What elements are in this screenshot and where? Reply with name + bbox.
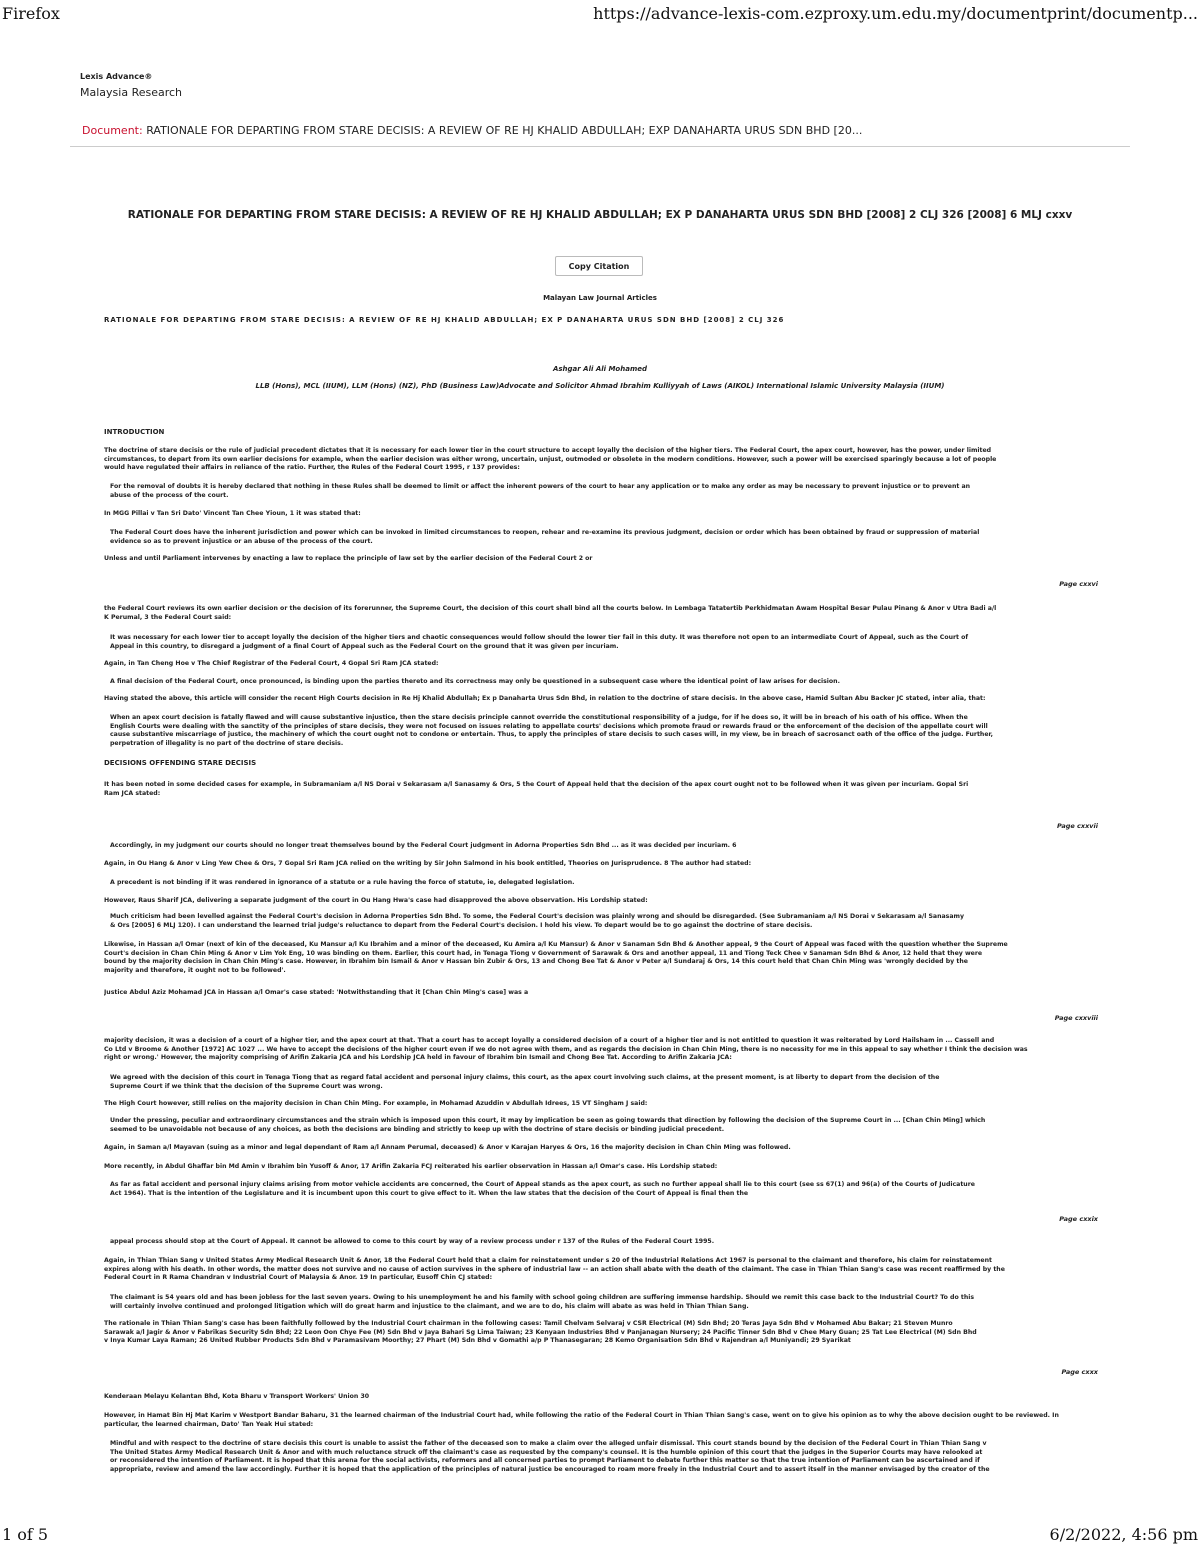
print-footer bbox=[0, 1525, 1200, 1547]
page-count: 1 of 5 bbox=[2, 1525, 49, 1544]
quote: Under the pressing, peculiar and extraordinary circumstances and the strain which is imposed upon this court, it may by implication be seen as going towards that direction by following the decision of the Supreme Court in ... [Chan Chin Ming] which seemed to be unavoidable not because of any choices, as both the decisions are binding and strictly to keep up with the doctrine of stare decisis or binding judicial precedent. bbox=[110, 1117, 986, 1133]
author-credentials: LLB (Hons), MCL (IIUM), LLM (Hons) (NZ), PhD (Business Law)Advocate and Solicitor Ahmad Ibrahim Kulliyyah of Laws (AIKOL) International Islamic University Malaysia (IIUM) bbox=[255, 382, 945, 390]
document-line bbox=[82, 124, 862, 137]
paragraph: The rationale in Thian Thian Sang's case has been faithfully followed by the Industrial Court chairman in the following cases: Tamil Chelvam Selvaraj v CSR Electrical (M) Sdn Bhd; 20 Teras Jaya Sdn Bhd v Mohamed Abu Bakar; 21 Steven Munro Sarawak a/l Jagir & Anor v Fabrikas Security Sdn Bhd; 22 Leon Oon Chye Fee (M) Sdn Bhd v Jaya Bahari Sg Lima Taiwan; 23 Kenyaan Industries Bhd v Panjanagan Nursery; 24 Pacific Tinner Sdn Bhd v Chee Mary Guan; 25 Tat Lee Electrical (M) Sdn Bhd v Inya Kumar Laya Raman; 26 United Rubber Products Sdn Bhd v Paramasivam Moorthy; 27 Phart (M) Sdn Bhd v Gomathi a/p P Thanasegaran; 28 Kemo Organisation Sdn Bhd v Rajendran a/l Muniyandi; 29 Syarikat bbox=[104, 1320, 977, 1344]
paragraph: More recently, in Abdul Ghaffar bin Md Amin v Ibrahim bin Yusoff & Anor, 17 Arifin Zakaria FCJ reiterated his earlier observation in Hassan a/l Omar's case. His Lordship stated: bbox=[104, 1163, 718, 1170]
quote: appeal process should stop at the Court of Appeal. It cannot be allowed to come to this court by way of a review process under r 137 of the Rules of the Federal Court 1995. bbox=[110, 1238, 715, 1245]
paragraph: Having stated the above, this article will consider the recent High Courts decision in Re Hj Khalid Abdullah; Ex p Danaharta Urus Sdn Bhd, in relation to the doctrine of stare decisis. In the above case, Hamid Sultan Abu Backer JC stated, inter alia, that: bbox=[104, 695, 986, 702]
print-header bbox=[0, 4, 1200, 26]
paragraph: However, Raus Sharif JCA, delivering a separate judgment of the court in Ou Hang Hwa's case had disapproved the above observation. His Lordship stated: bbox=[104, 897, 648, 904]
copy-citation-button[interactable]: Copy Citation bbox=[555, 256, 643, 276]
quote: Much criticism had been levelled against the Federal Court's decision in Adorna Properties Sdn Bhd. To some, the Federal Court's decision was plainly wrong and should be disregarded. (See Subramaniam a/l NS Dorai v Sekarasam a/l Sanasamy & Ors [2005] 6 MLJ 120). I can understand the learned trial judge's reluctance to depart from the Federal Court's decision. I hold his view. To depart would be to go against the doctrine of stare decisis. bbox=[110, 913, 965, 929]
quote: For the removal of doubts it is hereby declared that nothing in these Rules shall be deemed to limit or affect the inherent powers of the court to hear any application or to make any order as may be necessary to prevent injustice or to prevent an abuse of the process of the court. bbox=[110, 483, 971, 499]
paragraph: Again, in Tan Cheng Hoe v The Chief Registrar of the Federal Court, 4 Gopal Sri Ram JCA stated: bbox=[104, 660, 439, 667]
header-divider bbox=[70, 146, 1130, 147]
page-url[interactable]: https://advance-lexis-com.ezproxy.um.edu.my/documentprint/documentp... bbox=[593, 4, 1198, 23]
quote: It was necessary for each lower tier to accept loyally the decision of the higher tiers and chaotic consequences would follow should the lower tier fail in this duty. It was therefore not open to an intermediate Court of Appeal, such as the Court of Appeal in this country, to disregard a judgment of a final Court of Appeal such as the Federal Court on the ground that it was given per incuriam. bbox=[110, 634, 969, 650]
quote: A final decision of the Federal Court, once pronounced, is binding upon the parties thereto and its correctness may only be questioned in a subsequent case where the identical point of law arises for decision. bbox=[110, 678, 840, 685]
paragraph: However, in Hamat Bin Hj Mat Karim v Westport Bandar Baharu, 31 the learned chairman of the Industrial Court had, while following the ratio of the Federal Court in Thian Thian Sang's case, went on to give his opinion as to why the above decision ought to be reviewed. In particular, the learned chairman, Dato' Tan Yeak Hui stated: bbox=[104, 1412, 1059, 1428]
quote: The Federal Court does have the inherent jurisdiction and power which can be invoked in limited circumstances to reopen, rehear and re-examine its previous judgment, decision or order which has been obtained by fraud or suppression of material evidence so as to prevent injustice or an abuse of the process of the court. bbox=[110, 529, 980, 545]
section-heading: INTRODUCTION bbox=[104, 428, 165, 436]
quote: Mindful and with respect to the doctrine of stare decisis this court is unable to assist the father of the deceased son to make a claim over the alleged unfair dismissal. This court stands bound by the decision of the Federal Court in Thian Thian Sang v The United States Army Medical Research Unit & Anor and with much reluctance struck off the claimant's case as requested by the company's counsel. It is the humble opinion of this court that the judges in the Superior Courts may have relooked at or reconsidered the intention of Parliament. It is hoped that this arena for the social activists, reformers and all concerned parties to prompt Parliament to debate further this matter so that the true intention of Parliament can be ascertained and if appropriate, review and amend the law accordingly. Further it is hoped that the application of the principles of natural justice be encouraged to roam more freely in the Industrial Court and to assert itself in the manner envisaged by the creator of the bbox=[110, 1440, 990, 1473]
paragraph: Likewise, in Hassan a/l Omar (next of kin of the deceased, Ku Mansur a/l Ku Ibrahim and a minor of the deceased, Ku Amira a/l Ku Mansur) & Anor v Sanaman Sdn Bhd & Another appeal, 9 the Court of Appeal was faced with the question whether the Supreme Court's decision in Chan Chin Ming & Anor v Lim Yok Eng, 10 was binding on them. Earlier, this court had, in Tenaga Tiong v Government of Sarawak & Ors and another appeal, 11 and Tiong Teck Chee v Sanaman Sdn Bhd & Anor, 12 held that they were bound by the majority decision in Chan Chin Ming's case. However, in Ibrahim bin Ismail & Anor v Hassan bin Zubir & Ors, 13 and Chong Bee Tat & Anor v Peter a/l Sundaraj & Ors, 14 this court held that Chan Chin Ming was 'wrongly decided by the majority and therefore, it ought not to be followed'. bbox=[104, 941, 1008, 974]
section-heading: DECISIONS OFFENDING STARE DECISIS bbox=[104, 759, 257, 767]
paragraph: Again, in Thian Thian Sang v United States Army Medical Research Unit & Anor, 18 the Federal Court held that a claim for reinstatement under s 20 of the Industrial Relations Act 1967 is personal to the claimant and therefore, his claim for reinstatement expires along with his death. In other words, the matter does not survive and no cause of action survives in the sphere of industrial law -- an action shall abate with the death of the claimant. The case in Thian Thian Sang's case was recent reaffirmed by the Federal Court in R Rama Chandran v Industrial Court of Malaysia & Anor. 19 In particular, Eusoff Chin CJ stated: bbox=[104, 1257, 1005, 1281]
paragraph: Again, in Ou Hang & Anor v Ling Yew Chee & Ors, 7 Gopal Sri Ram JCA relied on the writing by Sir John Salmond in his book entitled, Theories on Jurisprudence. 8 The author had stated: bbox=[104, 860, 752, 867]
page-marker: Page cxxvi bbox=[1059, 580, 1098, 588]
quote: As far as fatal accident and personal injury claims arising from motor vehicle accidents are concerned, the Court of Appeal stands as the apex court, as such no further appeal shall lie to this court (see ss 67(1) and 96(a) of the Courts of Judicature Act 1964). That is the intention of the Legislature and it is incumbent upon this court to give effect to it. When the law states that the decision of the Court of Appeal is final then the bbox=[110, 1181, 975, 1197]
paragraph: Justice Abdul Aziz Mohamad JCA in Hassan a/l Omar's case stated: 'Notwithstanding that it [Chan Chin Ming's case] was a bbox=[104, 989, 529, 996]
quote: Accordingly, in my judgment our courts should no longer treat themselves bound by the Federal Court judgment in Adorna Properties Sdn Bhd ... as it was decided per incuriam. 6 bbox=[110, 842, 737, 849]
page-marker: Page cxxx bbox=[1061, 1368, 1098, 1376]
paragraph: Again, in Saman a/l Mayavan (suing as a minor and legal dependant of Ram a/l Annam Perumal, deceased) & Anor v Karajan Haryes & Ors, 16 the majority decision in Chan Chin Ming was followed. bbox=[104, 1144, 791, 1151]
author-name: Ashgar Ali Ali Mohamed bbox=[552, 365, 648, 373]
paragraph: The High Court however, still relies on the majority decision in Chan Chin Ming. For example, in Mohamad Azuddin v Abdullah Idrees, 15 VT Singham J said: bbox=[104, 1100, 648, 1107]
page-marker: Page cxxviii bbox=[1054, 1014, 1098, 1022]
article-title: RATIONALE FOR DEPARTING FROM STARE DECISIS: A REVIEW OF RE HJ KHALID ABDULLAH; EX P DANAHARTA URUS SDN BHD [2008] 2 CLJ 326 [2008] 6 MLJ cxxv bbox=[127, 209, 1073, 221]
quote: The claimant is 54 years old and has been jobless for the last seven years. Owing to his unemployment he and his family with school going children are suffering immense hardship. Should we remit this case back to the Industrial Court? To do this will certainly involve continued and prolonged litigation which will do great harm and injustice to the claimant, and we are to do, his claim will abate as was held in Thian Thian Sang. bbox=[110, 1294, 975, 1310]
brand-region: Malaysia Research bbox=[80, 86, 183, 99]
quote: When an apex court decision is fatally flawed and will cause substantive injustice, then the stare decisis principle cannot override the constitutional responsibility of a judge, for if he does so, it will be in breach of his oath of his office. When the English Courts were dealing with the sanctity of the principles of stare decisis, they were not focused on issues relating to appellate courts' decisions which promote fraud or rewards fraud or the enforcement of the decision of the appellate court will cause substantive miscarriage of justice, the machinery of which the court ought not to condone or entertain. Thus, to apply the principles of stare decisis to such cases will, in my view, be in breach of sacrosanct oath of the office of the judge. Further, perpetration of illegality is no part of the doctrine of stare decisis. bbox=[110, 714, 994, 747]
page-marker: Page cxxix bbox=[1059, 1215, 1098, 1223]
paragraph: In MGG Pillai v Tan Sri Dato' Vincent Tan Chee Yioun, 1 it was stated that: bbox=[104, 510, 361, 517]
paragraph: The doctrine of stare decisis or the rule of judicial precedent dictates that it is necessary for each lower tier in the court structure to accept loyally the decision of the higher tiers. The Federal Court, the apex court, however, has the power, under limited circumstances, to depart from its own earlier decisions for example, when the earlier decision was either wrong, uncertain, unjust, outmoded or obsolete in the modern conditions. However, such a power will be exercised sparingly because a lot of people would have regulated their affairs in reliance of the ratio. Further, the Rules of the Federal Court 1995, r 137 provides: bbox=[104, 447, 997, 471]
quote: A precedent is not binding if it was rendered in ignorance of a statute or a rule having the force of statute, ie, delegated legislation. bbox=[110, 879, 575, 886]
print-datetime: 6/2/2022, 4:56 pm bbox=[1049, 1525, 1198, 1544]
brand-logo-text: Lexis Advance® bbox=[80, 72, 153, 81]
journal-label: Malayan Law Journal Articles bbox=[543, 294, 657, 302]
quote: We agreed with the decision of this court in Tenaga Tiong that as regard fatal accident and personal injury claims, this court, as the apex court involving such claims, at the present moment, is at liberty to depart from the decision of the Supreme Court if we think that the decision of the Supreme Court was wrong. bbox=[110, 1074, 940, 1090]
paragraph: Kenderaan Melayu Kelantan Bhd, Kota Bharu v Transport Workers' Union 30 bbox=[104, 1393, 370, 1400]
paragraph: Unless and until Parliament intervenes by enacting a law to replace the principle of law set by the earlier decision of the Federal Court 2 or bbox=[104, 555, 593, 562]
browser-name: Firefox bbox=[2, 4, 60, 23]
paragraph: the Federal Court reviews its own earlier decision or the decision of its forerunner, the Supreme Court, the decision of this court shall bind all the courts below. In Lembaga Tatatertib Perkhidmatan Awam Hospital Besar Pulau Pinang & Anor v Utra Badi a/l K Perumal, 3 the Federal Court said: bbox=[104, 605, 997, 621]
paragraph: majority decision, it was a decision of a court of a higher tier, and the apex court at that. That a court has to accept loyally a considered decision of a court of a higher tier and is not entitled to question it was reiterated by Lord Hailsham in ... Cassell and Co Ltd v Broome & Another [1972] AC 1027 ... We have to accept the decisions of the higher court even if we do not agree with them, and as regards the decision in Chan Chin Ming, there is no necessity for me in this appeal to say whether I think the decision was right or wrong.' However, the majority comprising of Arifin Zakaria JCA and his Lordship JCA held in favour of Ibrahim bin Ismail and Chong Bee Tat. According to Arifin Zakaria JCA: bbox=[104, 1037, 1028, 1061]
document-label: Document: bbox=[82, 124, 143, 137]
document-name: RATIONALE FOR DEPARTING FROM STARE DECISIS: A REVIEW OF RE HJ KHALID ABDULLAH; EXP DANAHARTA URUS SDN BHD [20... bbox=[146, 124, 863, 137]
page-marker: Page cxxvii bbox=[1057, 822, 1098, 830]
article-subtitle: RATIONALE FOR DEPARTING FROM STARE DECISIS: A REVIEW OF RE HJ KHALID ABDULLAH; EX P DANAHARTA URUS SDN BHD [2008] 2 CLJ 326 bbox=[104, 316, 785, 324]
paragraph: It has been noted in some decided cases for example, in Subramaniam a/l NS Dorai v Sekarasam a/l Sanasamy & Ors, 5 the Court of Appeal held that the decision of the apex court ought not to be followed when it was given per incuriam. Gopal Sri Ram JCA stated: bbox=[104, 781, 969, 797]
